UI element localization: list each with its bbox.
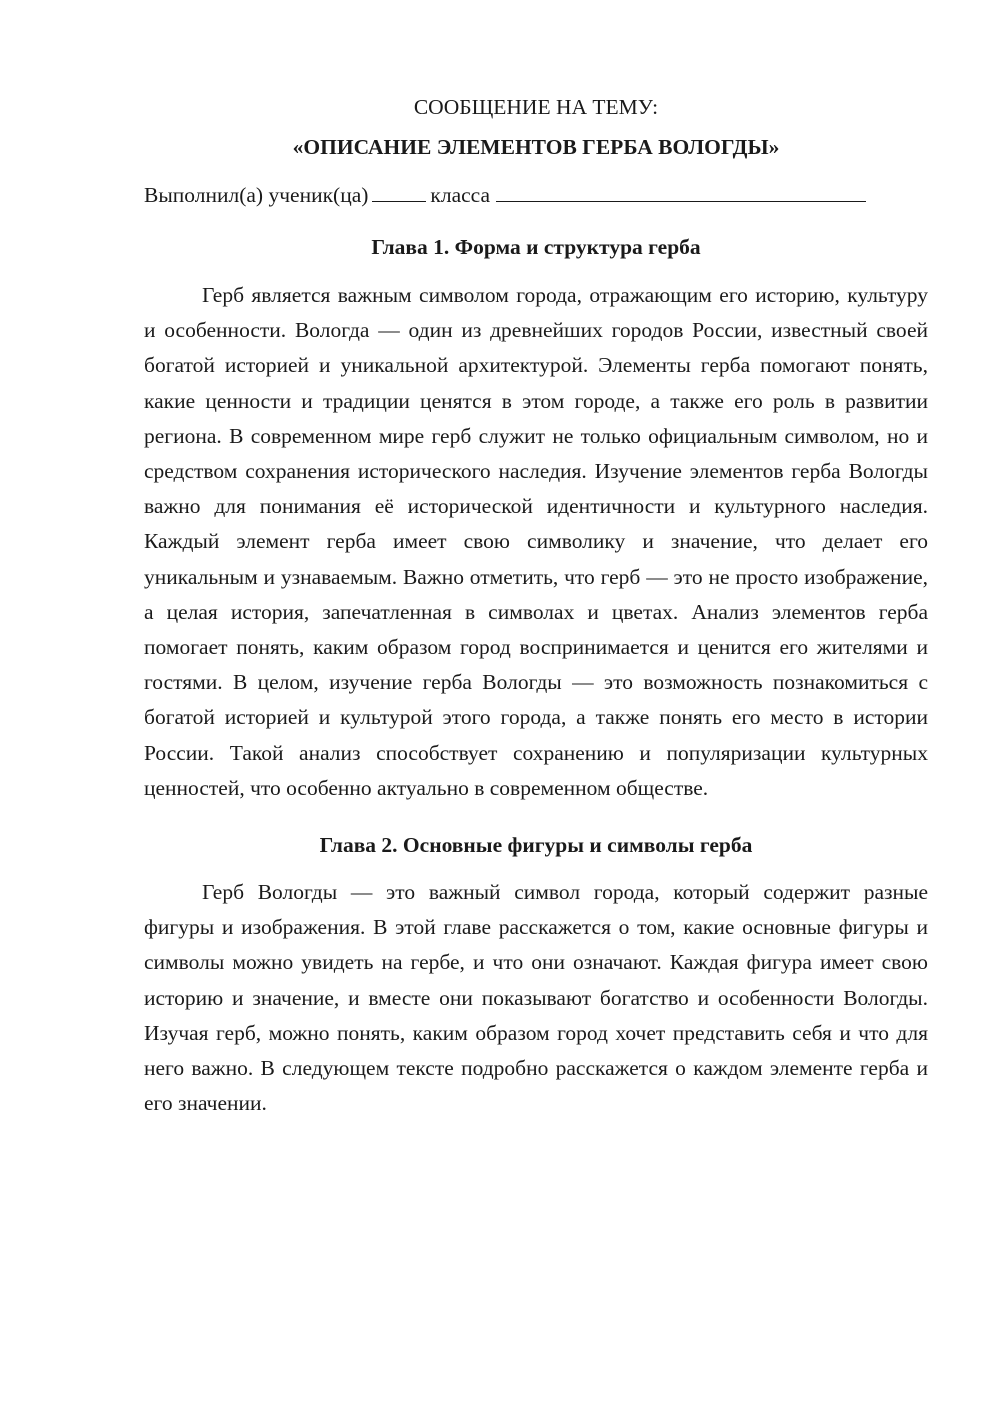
class-blank [496,181,866,202]
document-page [144,92,928,1121]
author-prefix: Выполнил(а) ученик(ца) [144,183,369,207]
grade-blank [372,181,426,202]
document-title-line-1: СООБЩЕНИЕ НА ТЕМУ: [413,95,659,119]
class-label: класса [430,183,491,207]
document-title-line-2: «ОПИСАНИЕ ЭЛЕМЕНТОВ ГЕРБА ВОЛОГДЫ» [292,135,780,159]
chapter-1-heading: Глава 1. Форма и структура герба [371,235,701,259]
chapter-2-paragraph: Герб Вологды — это важный символ города, который содержит разные фигуры и изображения. В этой главе расскажется о том, какие основные фигуры и символы можно увидеть на гербе, и что они означают. Каждая фигура имеет свою историю и значение, и вместе они показывают богатство и особенности Вологды. Изучая герб, можно понять, каким образом город хочет представить себя и что для него важно. В следующем тексте подробно расскажется о каждом элементе герба и его значении. [144,880,928,1116]
chapter-2-heading: Глава 2. Основные фигуры и символы герба [319,833,753,858]
chapter-1-paragraph: Герб является важным символом города, отражающим его историю, культуру и особенности. Вологда — один из древнейших городов России, известный своей богатой историей и уникальной архитектурой. Элементы герба помогают понять, какие ценности и традиции ценятся в этом городе, а также его роль в развитии региона. В современном мире герб служит не только официальным символом, но и средством сохранения исторического наследия. Изучение элементов герба Вологды важно для понимания её исторической идентичности и культурного наследия. Каждый элемент герба имеет свою символику и значение, что делает его уникальным и узнаваемым. Важно отметить, что герб — это не просто изображение, а целая история, запечатленная в символах и цветах. Анализ элементов герба помогает понять, каким образом город воспринимается и ценится его жителями и гостями. В целом, изучение герба Вологды — это возможность познакомиться с богатой историей и культурой этого города, а также понять его место в истории России. Такой анализ способствует сохранению и популяризации культурных ценностей, что особенно актуально в современном обществе. [144,283,928,800]
author-line [144,180,928,210]
